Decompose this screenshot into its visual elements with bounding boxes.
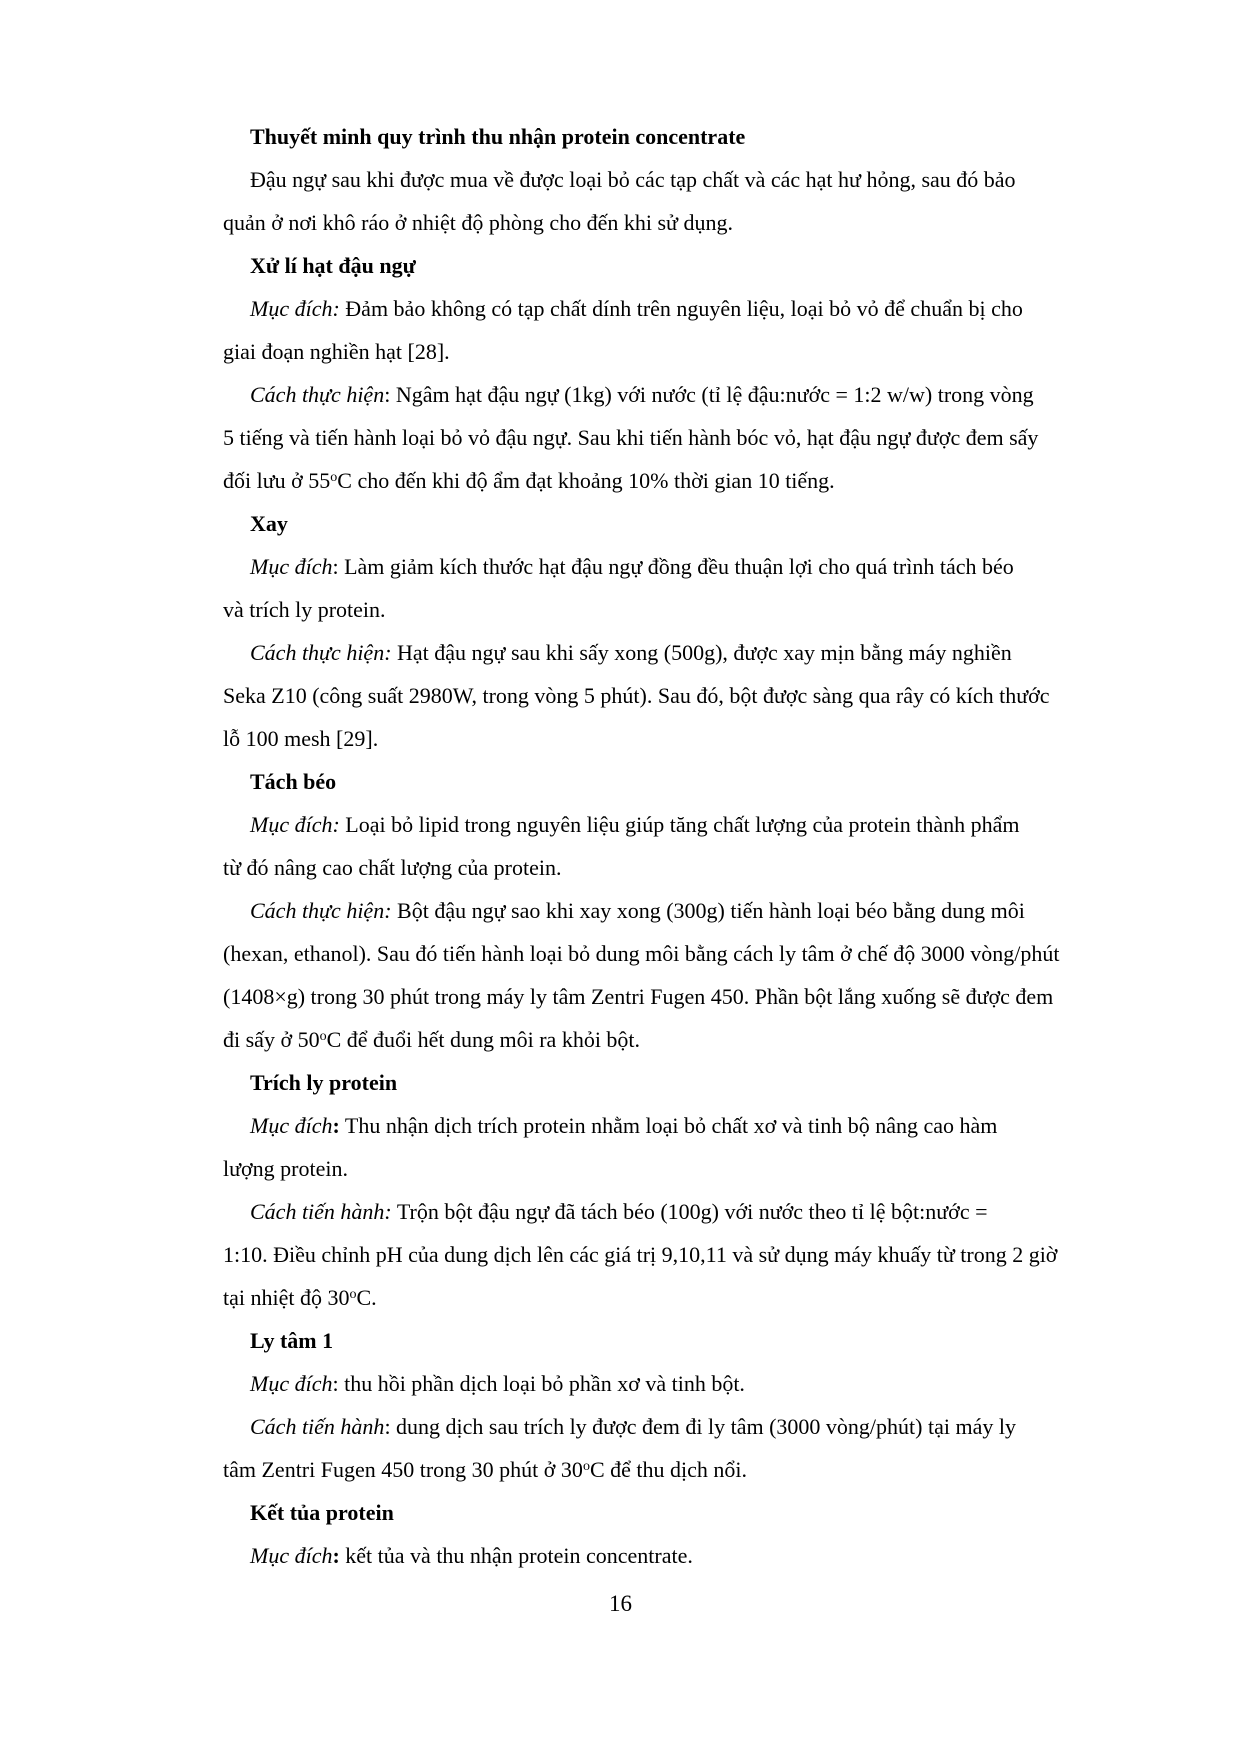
- purpose-paragraph: [223, 1104, 1112, 1190]
- purpose-colon: :: [332, 1543, 340, 1568]
- method-paragraph: [223, 1405, 1112, 1491]
- method-text: Seka Z10 (công suất 2980W, trong vòng 5 phút). Sau đó, bột được sàng qua rây có kích thước: [223, 683, 1050, 708]
- method-label: Cách tiến hành: [250, 1414, 385, 1439]
- heading-tach-beo: Tách béo: [250, 769, 337, 794]
- method-text: Trộn bột đậu ngự đã tách béo (100g) với nước theo tỉ lệ bột:nước =: [391, 1199, 988, 1224]
- purpose-label: Mục đích: [250, 1543, 333, 1568]
- heading-trich-ly: Trích ly protein: [250, 1070, 398, 1095]
- method-paragraph: [223, 889, 1112, 1061]
- method-text: tại nhiệt độ 30: [223, 1285, 350, 1310]
- method-text: 1:10. Điều chỉnh pH của dung dịch lên các giá trị 9,10,11 và sử dụng máy khuấy từ trong 2 giờ: [223, 1242, 1058, 1267]
- purpose-text: từ đó nâng cao chất lượng của protein.: [223, 855, 562, 880]
- method-text: Hạt đậu ngự sau khi sấy xong (500g), được xay mịn bằng máy nghiền: [391, 640, 1012, 665]
- degree-sup: o: [349, 1287, 357, 1302]
- intro-line: Đậu ngự sau khi được mua về được loại bỏ các tạp chất và các hạt hư hỏng, sau đó bảo: [250, 167, 1016, 192]
- method-text: C.: [356, 1285, 377, 1310]
- purpose-label: Mục đích: [250, 1113, 333, 1138]
- purpose-text: và trích ly protein.: [223, 597, 386, 622]
- purpose-label: Mục đích: [250, 554, 333, 579]
- degree-sup: o: [319, 1029, 327, 1044]
- method-text: C để thu dịch nổi.: [589, 1457, 747, 1482]
- purpose-label: Mục đích:: [250, 812, 340, 837]
- method-text: tâm Zentri Fugen 450 trong 30 phút ở 30: [223, 1457, 583, 1482]
- intro-line: quản ở nơi khô ráo ở nhiệt độ phòng cho đến khi sử dụng.: [223, 210, 733, 235]
- purpose-text: Loại bỏ lipid trong nguyên liệu giúp tăng chất lượng của protein thành phẩm: [339, 812, 1020, 837]
- method-text: : Ngâm hạt đậu ngự (1kg) với nước (tỉ lệ đậu:nước = 1:2 w/w) trong vòng: [384, 382, 1034, 407]
- section-title: Thuyết minh quy trình thu nhận protein concentrate: [250, 124, 746, 149]
- purpose-text: Đảm bảo không có tạp chất dính trên nguyên liệu, loại bỏ vỏ để chuẩn bị cho: [339, 296, 1023, 321]
- degree-sup: o: [330, 470, 338, 485]
- method-text: C cho đến khi độ ẩm đạt khoảng 10% thời gian 10 tiếng.: [337, 468, 835, 493]
- purpose-text: : Làm giảm kích thước hạt đậu ngự đồng đều thuận lợi cho quá trình tách béo: [332, 554, 1014, 579]
- method-label: Cách thực hiện: [250, 382, 385, 407]
- method-text: 5 tiếng và tiến hành loại bỏ vỏ đậu ngự. Sau khi tiến hành bóc vỏ, hạt đậu ngự được đem sấy: [223, 425, 1039, 450]
- method-text: đối lưu ở 55: [223, 468, 331, 493]
- purpose-label: Mục đích: [250, 1371, 333, 1396]
- heading-ket-tua: Kết tủa protein: [250, 1500, 394, 1525]
- purpose-paragraph: [223, 287, 1112, 373]
- intro-paragraph: [223, 158, 1112, 244]
- purpose-label: Mục đích:: [250, 296, 340, 321]
- method-text: lỗ 100 mesh [29].: [223, 726, 379, 751]
- purpose-text: lượng protein.: [223, 1156, 348, 1181]
- purpose-paragraph: [250, 1534, 1112, 1577]
- purpose-text: giai đoạn nghiền hạt [28].: [223, 339, 450, 364]
- method-text: Bột đậu ngự sao khi xay xong (300g) tiến hành loại béo bằng dung môi: [391, 898, 1025, 923]
- method-text: C để đuổi hết dung môi ra khỏi bột.: [326, 1027, 641, 1052]
- method-text: (1408×g) trong 30 phút trong máy ly tâm Zentri Fugen 450. Phần bột lắng xuống sẽ được đem: [223, 984, 1054, 1009]
- heading-xu-li-hat: Xử lí hạt đậu ngự: [250, 253, 416, 278]
- purpose-paragraph: [250, 1362, 1112, 1405]
- purpose-text: : thu hồi phần dịch loại bỏ phần xơ và tinh bột.: [332, 1371, 745, 1396]
- purpose-paragraph: [223, 545, 1112, 631]
- method-text: : dung dịch sau trích ly được đem đi ly tâm (3000 vòng/phút) tại máy ly: [384, 1414, 1016, 1439]
- purpose-colon: :: [332, 1113, 340, 1138]
- method-label: Cách thực hiện:: [250, 898, 392, 923]
- purpose-text: Thu nhận dịch trích protein nhằm loại bỏ chất xơ và tinh bộ nâng cao hàm: [339, 1113, 998, 1138]
- purpose-text: kết tủa và thu nhận protein concentrate.: [339, 1543, 693, 1568]
- heading-ly-tam-1: Ly tâm 1: [250, 1328, 334, 1353]
- method-paragraph: [223, 373, 1112, 502]
- method-paragraph: [223, 1190, 1112, 1319]
- page-number: 16: [609, 1591, 632, 1616]
- method-label: Cách thực hiện:: [250, 640, 392, 665]
- method-paragraph: [223, 631, 1112, 760]
- method-text: (hexan, ethanol). Sau đó tiến hành loại bỏ dung môi bằng cách ly tâm ở chế độ 3000 vòng/phút: [223, 941, 1060, 966]
- method-label: Cách tiến hành:: [250, 1199, 392, 1224]
- page-content: [223, 115, 1112, 1577]
- method-text: đi sấy ở 50: [223, 1027, 320, 1052]
- heading-xay: Xay: [250, 511, 288, 536]
- purpose-paragraph: [223, 803, 1112, 889]
- degree-sup: o: [582, 1459, 590, 1474]
